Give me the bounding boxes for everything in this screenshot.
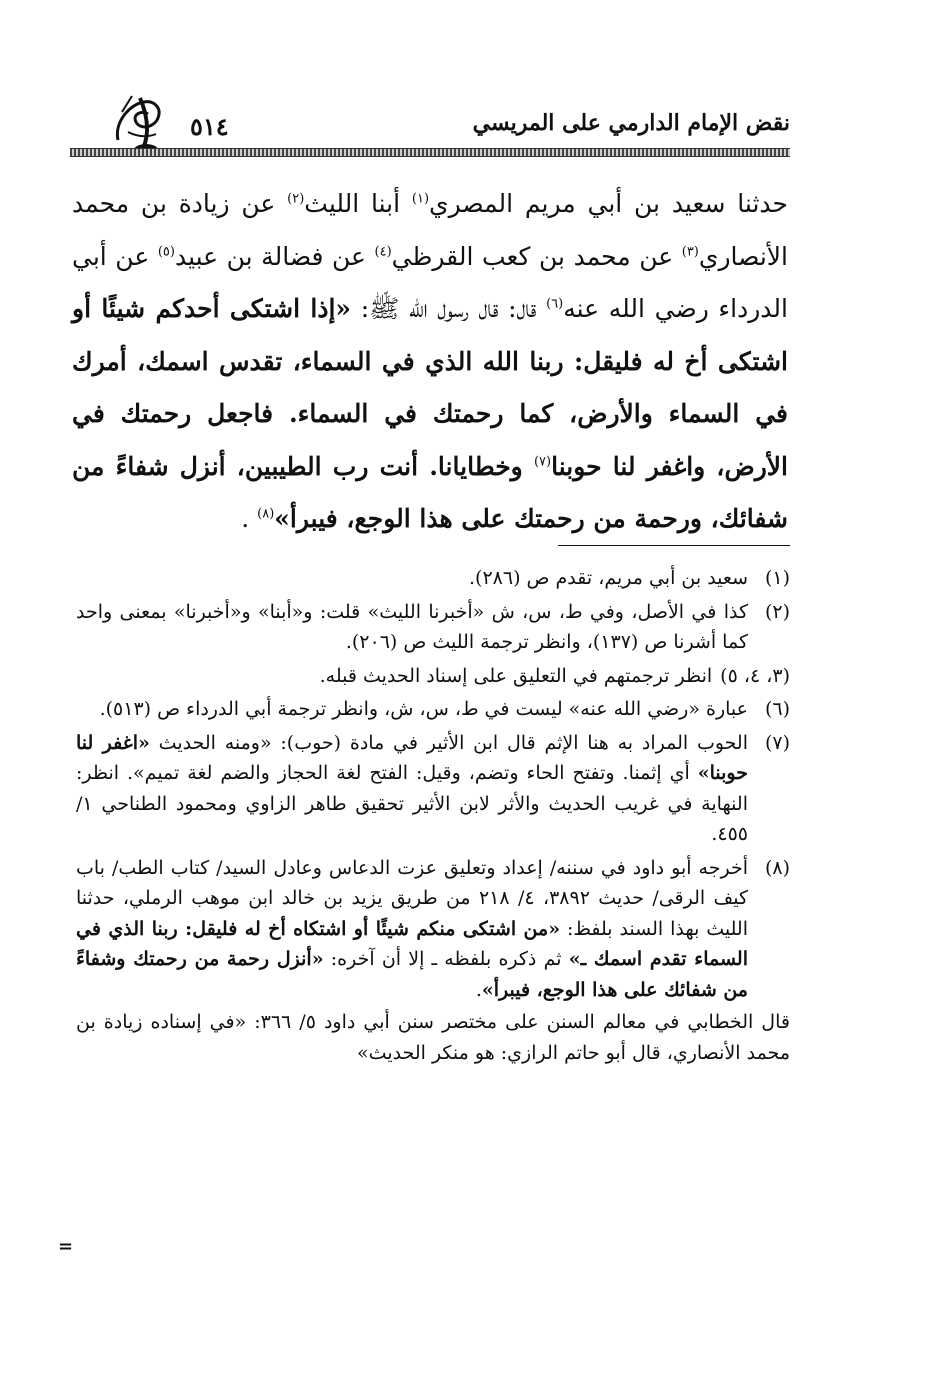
header-rule bbox=[70, 148, 790, 157]
footnote-marker[interactable]: (٥) bbox=[157, 244, 175, 260]
footnote-number: (١) bbox=[764, 567, 790, 589]
footnote-marker[interactable]: (١) bbox=[411, 191, 430, 207]
footnote-number: (٦) bbox=[764, 698, 790, 720]
text-run: ثم ذكره بلفظه ـ إلا أن آخره: bbox=[323, 948, 569, 970]
text-run: عن فضالة بن عبيد bbox=[174, 241, 375, 271]
footnote-separator bbox=[558, 545, 790, 546]
footnote bbox=[76, 853, 790, 1006]
footnote-body bbox=[76, 661, 712, 692]
text-run: سعيد بن أبي مريم، تقدم ص (٢٨٦). bbox=[468, 567, 748, 589]
hadith-text: وخطايانا. أنت رب الطيبين، أنزل شفاءً من شفائك، ورحمة من رحمتك على هذا الوجع، فيبرأ» bbox=[72, 451, 788, 533]
text-run: أخرجه أبو داود في سننه/ إعداد وتعليق عزت الدعاس وعادل السيد/ كتاب الطب/ باب كيف الرقى/ حديث ٣٨٩٢، ٤/ ٢١٨ من طريق يزيد بن خالد ابن موهب الرملي، حدثنا الليث بهذا السند بلفظ: bbox=[76, 856, 748, 940]
footnotes bbox=[76, 563, 790, 1068]
hadith-text: «اغفر لنا حوبنا» bbox=[76, 731, 748, 784]
footnote-number: (٨) bbox=[764, 856, 790, 879]
text-run: عن زيادة بن محمد الأنصاري bbox=[72, 189, 788, 271]
footnote-body bbox=[76, 853, 748, 1006]
footnote bbox=[76, 661, 790, 692]
footnote-body bbox=[76, 597, 748, 658]
text-run: انظر ترجمتهم في التعليق على إسناد الحديث قبله. bbox=[319, 664, 713, 687]
text-run: عن أبي الدرداء رضي الله عنه bbox=[72, 241, 788, 323]
footnote-marker[interactable]: (٣) bbox=[681, 244, 699, 260]
text-run: قال: قال رسول الله ﷺ: bbox=[351, 294, 547, 323]
footnote-body bbox=[76, 694, 748, 725]
footnote bbox=[76, 694, 790, 725]
main-paragraph bbox=[72, 178, 788, 546]
text-run: أبنا الليث bbox=[304, 189, 412, 218]
footnote-marker[interactable]: (٨) bbox=[257, 506, 275, 522]
footnote bbox=[76, 563, 790, 594]
footnote-marker[interactable]: (٦) bbox=[546, 296, 564, 312]
text-run: حدثنا سعيد بن أبي مريم المصري bbox=[429, 189, 788, 218]
book-title: نقض الإمام الدارمي على المريسي bbox=[472, 110, 790, 136]
hadith-text: «أنزل رحمة من رحمتك وشفاءً من شفائك على هذا الوجع، فيبرأ» bbox=[76, 948, 748, 1001]
footnote-marker[interactable]: (٢) bbox=[287, 191, 305, 207]
footnote-number: (٧) bbox=[764, 731, 790, 754]
text-run: عن محمد بن كعب القرظي bbox=[391, 241, 682, 271]
text-run: . bbox=[475, 978, 482, 1001]
footnote-marker[interactable]: (٤) bbox=[374, 244, 392, 260]
text-run: أي إثمنا. وتفتح الحاء وتضم، وقيل: الفتح لغة الحجاز والضم لغة تميم». انظر: النهاية في غريب الحديث والأثر لابن الأثير تحقيق طاهر الزاوي ومحمود الطناحي ١/ ٤٥٥. bbox=[76, 762, 748, 845]
footnote-number: (٢) bbox=[764, 600, 790, 623]
footnote-body bbox=[76, 563, 748, 594]
footnote-number: (٣، ٤، ٥) bbox=[720, 664, 790, 687]
text-run: عبارة «رضي الله عنه» ليست في ط، س، ش، وانظر ترجمة أبي الدرداء ص (٥١٣). bbox=[99, 698, 748, 720]
hadith-text: «إذا اشتكى أحدكم شيئًا أو اشتكى أخ له فليقل: ربنا الله الذي في السماء، تقدس اسمك، أمرك في السماء والأرض، كما رحمتك في السماء. فاجعل رحمتك في الأرض، واغفر لنا حوبنا bbox=[72, 294, 789, 481]
footnote-body bbox=[76, 728, 748, 850]
footnote-marker[interactable]: (٧) bbox=[533, 454, 552, 470]
page-number: ٥١٤ bbox=[190, 112, 229, 141]
footnote bbox=[76, 728, 790, 850]
running-header bbox=[70, 92, 790, 162]
hadith-text: «من اشتكى منكم شيئًا أو اشتكاه أخ له فليقل: ربنا الذي في السماء تقدم اسمك ـ» bbox=[76, 917, 748, 970]
text-run: . bbox=[241, 504, 258, 533]
footnote bbox=[76, 597, 790, 658]
text-run: الحوب المراد به هنا الإثم قال ابن الأثير في مادة (حوب): «ومنه الحديث bbox=[149, 731, 748, 754]
text-run: كذا في الأصل، وفي ط، س، ش «أخبرنا الليث» قلت: و«أبنا» و«أخبرنا» بمعنى واحد كما أشرنا ص (١٣٧)، وانظر ترجمة الليث ص (٢٠٦). bbox=[76, 600, 748, 653]
continuation-mark: = bbox=[58, 1236, 74, 1257]
main-text bbox=[72, 178, 788, 546]
footnote-continuation: قال الخطابي في معالم السنن على مختصر سنن أبي داود ٥/ ٣٦٦: «في إسناده زيادة بن محمد الأنصاري، قال أبو حاتم الرازي: هو منكر الحديث» bbox=[76, 1011, 790, 1064]
